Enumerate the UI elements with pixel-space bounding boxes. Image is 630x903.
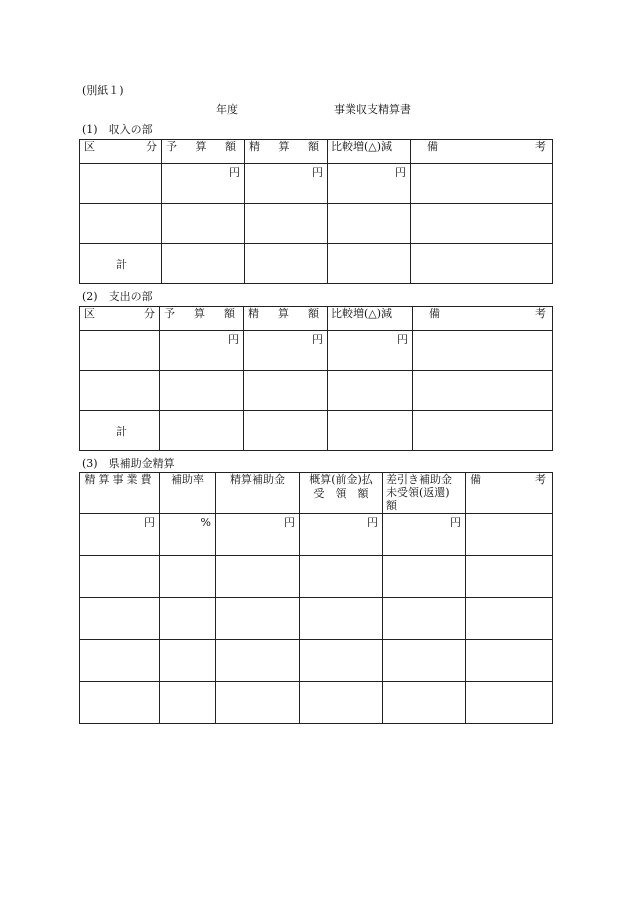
expense-section-heading: (2) 支出の部 — [82, 290, 153, 303]
income-cell[interactable] — [411, 164, 553, 204]
subsidy-row — [80, 556, 553, 598]
subsidy-cell[interactable] — [80, 640, 160, 682]
income-cell[interactable] — [162, 204, 245, 244]
subsidy-col-advance-received: 概算(前金)払 受 領 額 — [300, 473, 383, 514]
subsidy-col-settled-subsidy: 精算補助金 — [216, 473, 300, 514]
subsidy-cell[interactable] — [383, 598, 466, 640]
income-section-heading: (1) 収入の部 — [82, 123, 153, 136]
subsidy-col-project-cost: 精算事業費 — [80, 473, 160, 514]
expense-col-category: 区 分 — [80, 307, 160, 331]
subsidy-cell[interactable] — [466, 598, 553, 640]
income-cell[interactable] — [328, 204, 411, 244]
expense-cell[interactable] — [80, 331, 160, 371]
subsidy-col-rate: 補助率 — [160, 473, 216, 514]
subsidy-cell[interactable] — [80, 682, 160, 724]
income-cell[interactable] — [80, 164, 162, 204]
subsidy-project-cost-unit[interactable]: 円 — [80, 514, 160, 556]
subsidy-cell[interactable] — [160, 682, 216, 724]
subsidy-difference-unit[interactable]: 円 — [383, 514, 466, 556]
expense-cell[interactable] — [244, 411, 328, 451]
income-col-remarks: 備 考 — [411, 140, 553, 164]
expense-cell[interactable] — [328, 411, 413, 451]
subsidy-cell[interactable] — [466, 640, 553, 682]
subsidy-cell[interactable] — [216, 640, 300, 682]
income-cell[interactable] — [411, 244, 553, 284]
fiscal-year-label: 年度 — [216, 103, 238, 116]
expense-table — [79, 306, 553, 451]
income-settled-unit[interactable]: 円 — [245, 164, 328, 204]
subsidy-cell[interactable] — [383, 640, 466, 682]
subsidy-row — [80, 640, 553, 682]
subsidy-cell[interactable] — [300, 682, 383, 724]
subsidy-cell[interactable] — [300, 556, 383, 598]
expense-cell[interactable] — [413, 371, 553, 411]
subsidy-cell[interactable] — [160, 598, 216, 640]
expense-row — [80, 331, 553, 371]
subsidy-cell[interactable] — [466, 514, 553, 556]
subsidy-col-difference: 差引き補助金 未受領(返還) 額 — [383, 473, 466, 514]
expense-cell[interactable] — [328, 371, 413, 411]
subsidy-cell[interactable] — [160, 556, 216, 598]
expense-budget-unit[interactable]: 円 — [160, 331, 244, 371]
expense-header-row — [80, 307, 553, 331]
subsidy-table — [79, 472, 553, 724]
subsidy-cell[interactable] — [300, 640, 383, 682]
income-row — [80, 204, 553, 244]
income-col-category: 区 分 — [80, 140, 162, 164]
expense-col-budget: 予 算 額 — [160, 307, 244, 331]
income-total-label: 計 — [80, 244, 162, 284]
subsidy-cell[interactable] — [216, 682, 300, 724]
expense-cell[interactable] — [80, 371, 160, 411]
expense-cell[interactable] — [160, 411, 244, 451]
subsidy-section-heading: (3) 県補助金精算 — [82, 457, 175, 470]
subsidy-settled-unit[interactable]: 円 — [216, 514, 300, 556]
subsidy-cell[interactable] — [383, 556, 466, 598]
expense-row — [80, 371, 553, 411]
subsidy-cell[interactable] — [80, 556, 160, 598]
attachment-label: (別紙１) — [82, 84, 124, 97]
expense-cell[interactable] — [413, 331, 553, 371]
income-cell[interactable] — [245, 204, 328, 244]
income-compare-unit[interactable]: 円 — [328, 164, 411, 204]
income-total-row — [80, 244, 553, 284]
income-cell[interactable] — [80, 204, 162, 244]
income-col-settled: 精 算 額 — [245, 140, 328, 164]
subsidy-cell[interactable] — [466, 556, 553, 598]
expense-cell[interactable] — [413, 411, 553, 451]
subsidy-rate-unit[interactable]: % — [160, 514, 216, 556]
subsidy-cell[interactable] — [383, 682, 466, 724]
subsidy-cell[interactable] — [216, 556, 300, 598]
income-table — [79, 139, 553, 284]
income-cell[interactable] — [411, 204, 553, 244]
subsidy-row — [80, 682, 553, 724]
subsidy-cell[interactable] — [216, 598, 300, 640]
subsidy-header-row — [80, 473, 553, 514]
income-budget-unit[interactable]: 円 — [162, 164, 245, 204]
subsidy-col-remarks: 備 考 — [466, 473, 553, 514]
expense-settled-unit[interactable]: 円 — [244, 331, 328, 371]
subsidy-cell[interactable] — [80, 598, 160, 640]
income-header-row — [80, 140, 553, 164]
expense-total-row — [80, 411, 553, 451]
expense-cell[interactable] — [160, 371, 244, 411]
income-cell[interactable] — [162, 244, 245, 284]
subsidy-cell[interactable] — [160, 640, 216, 682]
expense-col-compare: 比較増(△)減 — [328, 307, 413, 331]
income-col-compare: 比較増(△)減 — [328, 140, 411, 164]
expense-cell[interactable] — [244, 371, 328, 411]
subsidy-cell[interactable] — [300, 598, 383, 640]
expense-col-settled: 精 算 額 — [244, 307, 328, 331]
subsidy-cell[interactable] — [466, 682, 553, 724]
subsidy-row — [80, 598, 553, 640]
expense-total-label: 計 — [80, 411, 160, 451]
income-cell[interactable] — [328, 244, 411, 284]
income-cell[interactable] — [245, 244, 328, 284]
document-title: 事業収支精算書 — [334, 103, 411, 116]
expense-col-remarks: 備 考 — [413, 307, 553, 331]
subsidy-advance-unit[interactable]: 円 — [300, 514, 383, 556]
expense-compare-unit[interactable]: 円 — [328, 331, 413, 371]
income-col-budget: 予 算 額 — [162, 140, 245, 164]
subsidy-row — [80, 514, 553, 556]
income-row — [80, 164, 553, 204]
